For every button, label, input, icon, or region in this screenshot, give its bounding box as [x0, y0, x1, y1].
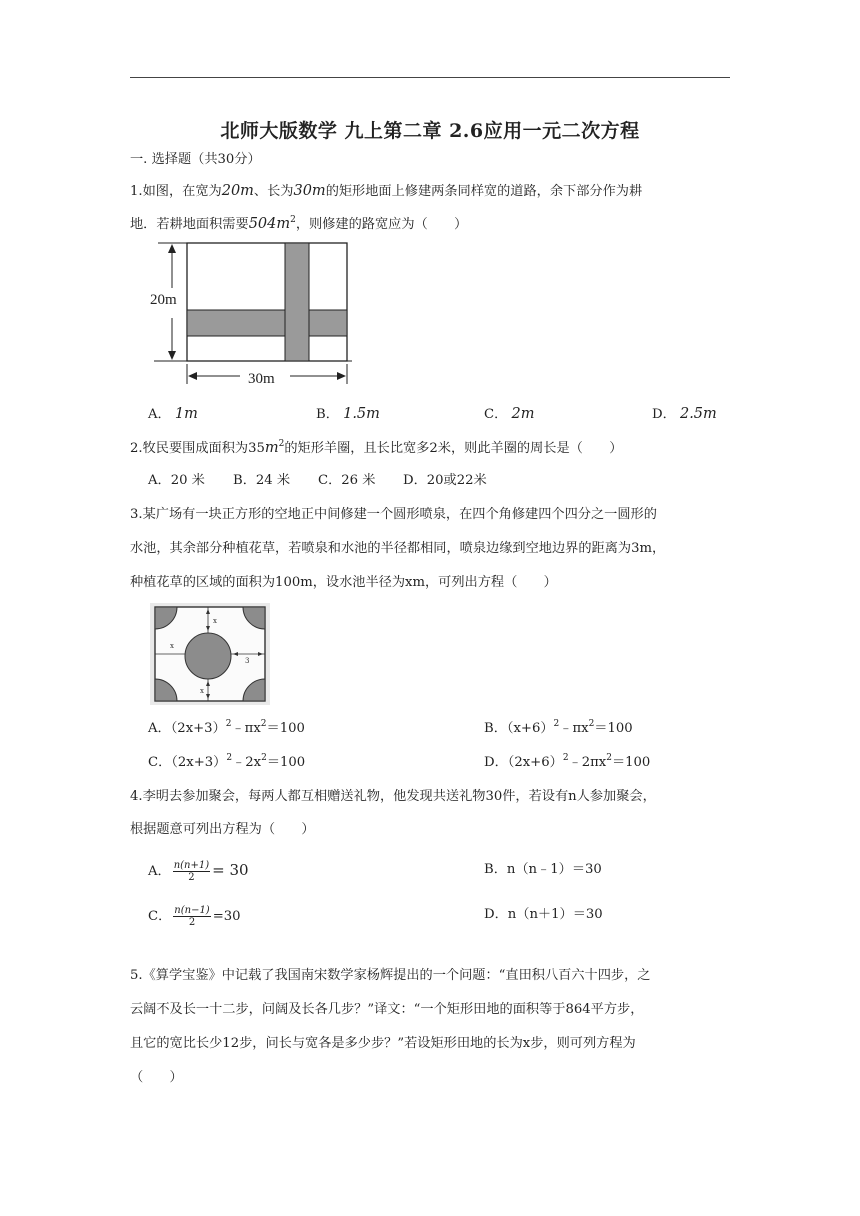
q2-line1: 2.牧民要围成面积为$35m^2$的矩形羊圈，且长比宽多2米，则此羊圈的周长是（ ）	[130, 439, 623, 456]
q5-line1: 5.《算学宝鉴》中记载了我国南宋数学家杨辉提出的一个问题：“直田积八百六十四步，之	[130, 968, 651, 983]
q5-line4: （ ）	[130, 1070, 183, 1085]
q4-option-c: C． $\frac{n(n-1)}{2}$ =30	[148, 905, 241, 928]
q2-option-d: D．20或22米	[403, 473, 487, 488]
page-title: 北师大版数学 九上第二章 2.6应用一元二次方程	[220, 120, 640, 142]
q2-option-a: A．20 米	[148, 473, 205, 488]
q3-line1: 3.某广场有一块正方形的空地正中间修建一个圆形喷泉，在四个角修建四个四分之一圆形的	[130, 507, 657, 522]
q3-square-figure	[150, 603, 270, 705]
q4-option-a: A． $\frac{n(n+1)}{2}$ = 30	[148, 860, 249, 883]
q3-label-x-bottom: x	[200, 687, 204, 695]
q1-field-figure	[140, 238, 360, 388]
header-rule	[130, 77, 730, 78]
q4-line2: 根据题意可列出方程为（ ）	[130, 822, 315, 837]
q1-label-width: 30m	[248, 371, 275, 387]
q5-line2: 云阔不及长一十二步，问阔及长各几步？”译文：“一个矩形田地的面积等于864平方步，	[130, 1002, 644, 1017]
q3-option-b: B．$(x+6)^2﹣\pi x^2=100$	[484, 719, 633, 736]
q2-option-c: C．26 米	[318, 473, 376, 488]
q3-label-x-top: x	[213, 617, 217, 625]
q4-option-b: B．n（n﹣1）＝30	[484, 862, 602, 877]
q3-label-x-left: x	[170, 642, 174, 650]
q1-option-b: B． 1.5m	[316, 406, 380, 422]
q4-option-c-fraction: $\frac{n(n-1)}{2}$	[174, 905, 210, 928]
q3-line2: 水池，其余部分种植花草，若喷泉和水池的半径都相同，喷泉边缘到空地边界的距离为3m，	[130, 541, 666, 556]
q3-label-three: 3	[245, 657, 250, 665]
q3-option-c: C．$(2x+3)^2﹣2x^2=100$	[148, 753, 306, 770]
section-heading: 一. 选择题（共30分）	[130, 152, 261, 167]
q3-option-d: D．$(2x+6)^2﹣2\pi x^2=100$	[484, 753, 651, 770]
q4-line1: 4.李明去参加聚会，每两人都互相赠送礼物，他发现共送礼物30件，若设有n人参加聚会，	[130, 789, 656, 804]
q3-line3: 种植花草的区域的面积为100m，设水池半径为xm，可列出方程（ ）	[130, 575, 557, 590]
q5-line3: 且它的宽比长少12步，问长与宽各是多少步？”若设矩形田地的长为x步，则可列方程为	[130, 1036, 636, 1051]
q2-option-b: B．24 米	[233, 473, 291, 488]
q1-label-height: 20m	[150, 292, 177, 308]
q1-option-c: C． 2m	[484, 406, 535, 422]
q4-option-d: D．n（n＋1）＝30	[484, 907, 603, 922]
q1-line2: 地．若耕地面积需要$504m^2$，则修建的路宽应为（ ）	[130, 215, 468, 232]
q1-option-a: A． 1m	[148, 406, 198, 422]
q3-option-a: A．$(2x+3)^2﹣\pi x^2=100$	[148, 719, 305, 736]
q1-option-d: D． 2.5m	[652, 406, 717, 422]
q1-line1: 1.如图，在宽为20m、长为30m的矩形地面上修建两条同样宽的道路，余下部分作为耕	[130, 183, 643, 199]
q4-option-a-fraction: $\frac{n(n+1)}{2}$	[173, 860, 210, 883]
